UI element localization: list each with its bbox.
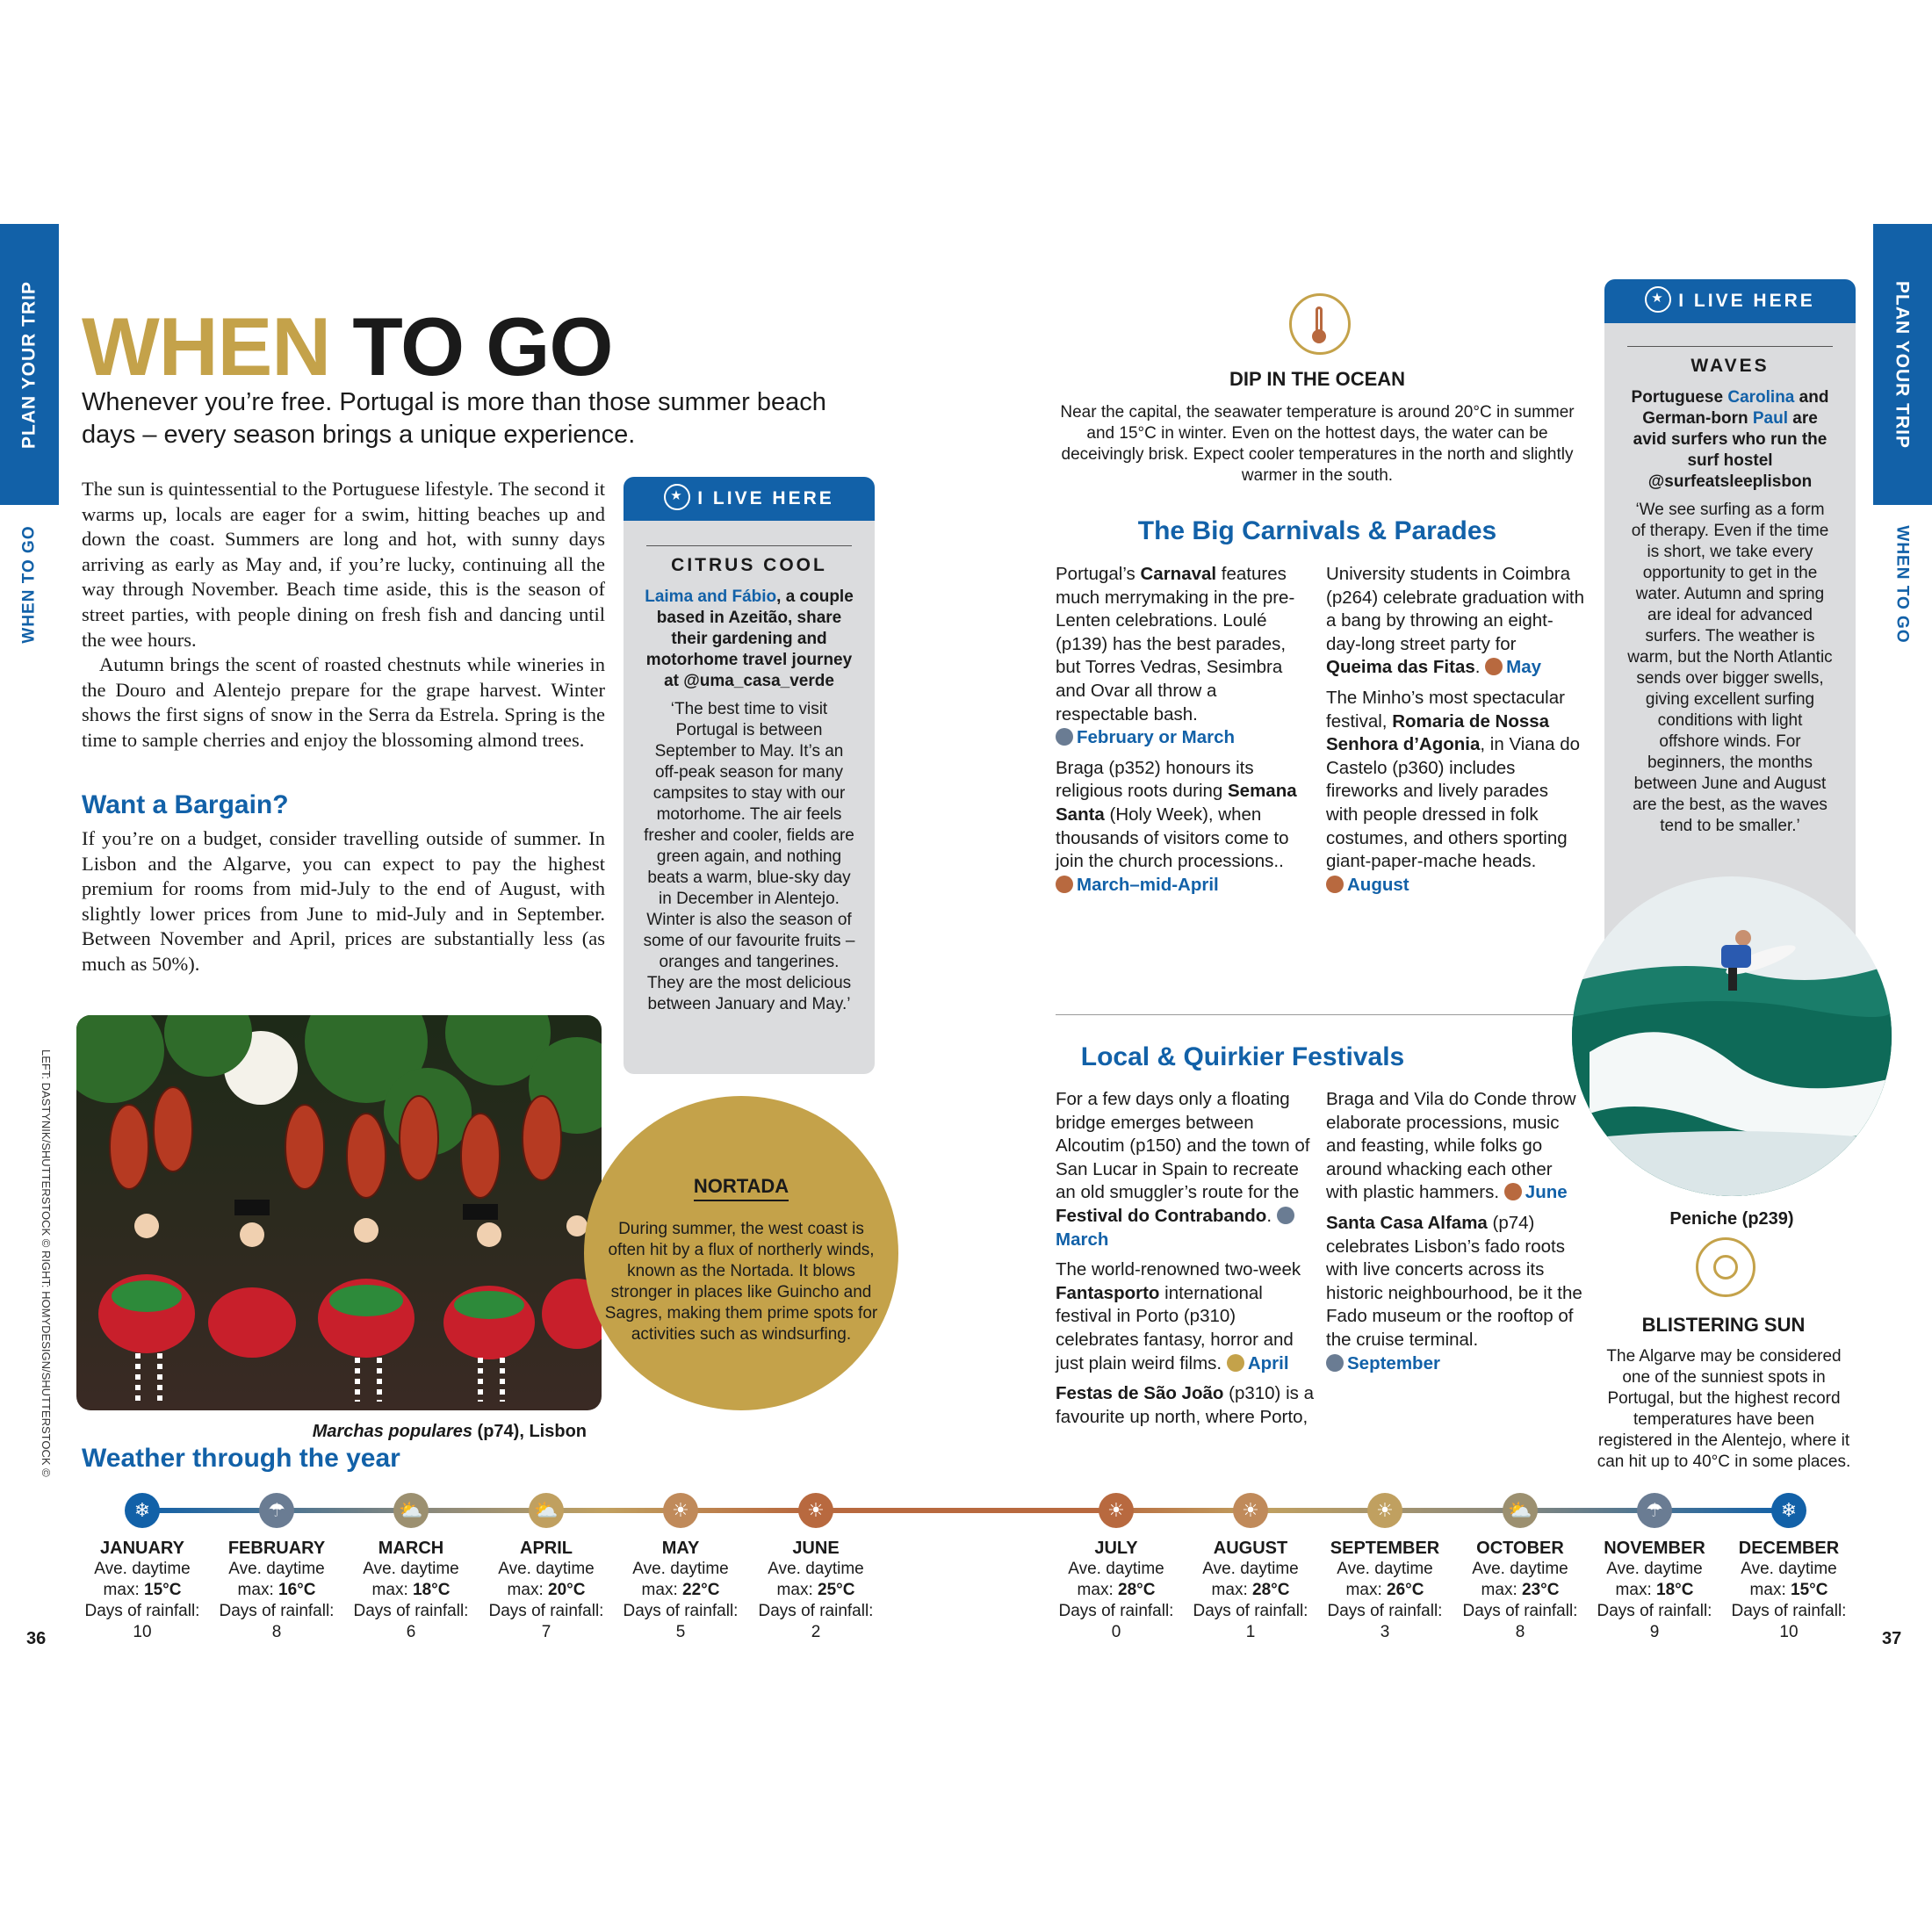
surf-photo-illustration	[1572, 876, 1892, 1196]
month-august	[1189, 1493, 1312, 1643]
month-max: max: 26°C	[1345, 1581, 1424, 1599]
sun-icon: ☀	[1233, 1493, 1268, 1528]
sun-icon	[1056, 876, 1073, 893]
festivals-heading: Local & Quirkier Festivals	[1080, 1042, 1405, 1071]
sun-icon: ☀	[798, 1493, 833, 1528]
month-name: NOVEMBER	[1604, 1539, 1705, 1558]
month-rain-label: Days of rainfall:	[488, 1602, 604, 1620]
month-rain-value: 7	[541, 1623, 551, 1641]
month-max-value: 28°C	[1118, 1581, 1156, 1599]
month-max: max: 18°C	[1615, 1581, 1694, 1599]
festival-entry-santa-casa: Santa Casa Alfama (p74) celebrates Lisbon’s fado roots with live concerts across its historic neighbourhood, be it the Fado museum or the rooftop of the cruise terminal. September	[1326, 1212, 1582, 1373]
month-ave-label: Ave. daytime	[632, 1560, 729, 1578]
month-rain-value: 8	[271, 1623, 282, 1641]
waves-card-header-label: I LIVE HERE	[1678, 291, 1815, 311]
citrus-card-header-label: I LIVE HERE	[697, 488, 834, 508]
carnival-entry-semana-santa: Braga (p352) honours its religious roots during Semana Santa (Holy Week), when thousands of visitors come to join the church processions.. March–mid-April	[1056, 757, 1297, 895]
month-rain-label: Days of rainfall:	[1327, 1602, 1443, 1620]
carnival-entry-carnaval: Portugal’s Carnaval features much merrymaking in the pre-Lenten celebrations. Loulé (p139) has the best parades, but Torres Vedras, Sesimbra and Ovar all throw a respectable bash. February or March	[1056, 564, 1295, 748]
carnival-entry-romaria: The Minho’s most spectacular festival, Romaria de Nossa Senhora d’Agonia, in Viana do Castelo (p360) includes fireworks and lively parades with people dressed in folk costumes, and others sporting giant-paper-mache heads. August	[1326, 687, 1581, 895]
snowflake-icon: ❄	[1771, 1493, 1806, 1528]
contrabando-date: March	[1056, 1229, 1109, 1250]
month-rain-label: Days of rainfall:	[1597, 1602, 1712, 1620]
month-max-value: 20°C	[548, 1581, 586, 1599]
ocean-title: DIP IN THE OCEAN	[1229, 368, 1406, 390]
page-subtitle: Whenever you’re free. Portugal is more than those summer beach days – every season brings a unique experience.	[82, 388, 826, 449]
left-side-tab	[0, 224, 59, 505]
title-part-when: WHEN	[82, 300, 331, 393]
left-side-subtab-label: WHEN TO GO	[19, 525, 39, 644]
weather-heading: Weather through the year	[82, 1444, 400, 1473]
sun-text: The Algarve may be considered one of the sunniest spots in Portugal, but the highest record temperatures have been registered in the Alentejo, where it can hit up to 40°C in some places.	[1597, 1347, 1851, 1471]
carnival-caption-italic: Marchas populares	[312, 1422, 472, 1441]
month-rain-label: Days of rainfall:	[1058, 1602, 1174, 1620]
month-rain-value: 2	[811, 1623, 821, 1641]
carnival-caption	[263, 1422, 587, 1442]
left-side-tab-label: PLAN YOUR TRIP	[18, 281, 40, 449]
thermometer-icon	[1289, 293, 1351, 355]
month-ave-label: Ave. daytime	[1202, 1560, 1299, 1578]
citrus-card-intro	[624, 587, 875, 692]
month-max-value: 22°C	[682, 1581, 720, 1599]
ocean-text: Near the capital, the seawater temperature is around 20°C in summer and 15°C in winter. Even on the hottest days, the water can be deceivingly brisk. Expect cooler temperatures in the north and slightly warmer in the south.	[1060, 403, 1575, 485]
month-name: JULY	[1094, 1539, 1138, 1558]
romaria-date: August	[1347, 874, 1409, 895]
citrus-card-title: CITRUS COOL	[671, 555, 827, 575]
festival-entry-sao-joao: Festas de São João (p310) is a favourite up north, where Porto,	[1056, 1383, 1314, 1427]
month-max: max: 15°C	[103, 1581, 182, 1599]
month-july	[1055, 1493, 1178, 1643]
month-ave-label: Ave. daytime	[768, 1560, 864, 1578]
month-max: max: 16°C	[237, 1581, 316, 1599]
snowflake-icon: ❄	[125, 1493, 160, 1528]
waves-card-name-2: Paul	[1752, 409, 1788, 428]
title-part-to-go: TO GO	[352, 300, 613, 393]
month-rain-value: 3	[1380, 1623, 1390, 1641]
month-rain-value: 10	[1779, 1623, 1799, 1641]
month-max: max: 15°C	[1749, 1581, 1828, 1599]
carnival-photo-illustration	[76, 1015, 602, 1410]
sun-icon: ☀	[1367, 1493, 1402, 1528]
citrus-card-intro-text: , a couple based in Azeitão, share their gardening and motorhome travel journey at @uma_casa_verde	[645, 588, 854, 690]
month-max-value: 26°C	[1387, 1581, 1424, 1599]
nortada-circle	[584, 1096, 898, 1410]
sun-icon	[1326, 876, 1344, 893]
month-ave-label: Ave. daytime	[1472, 1560, 1568, 1578]
citrus-card-header	[624, 477, 875, 521]
carnaval-date: February or March	[1077, 727, 1235, 748]
month-name: JANUARY	[100, 1539, 184, 1558]
waves-card-quote: ‘We see surfing as a form of therapy. Even if the time is short, we take every opportunity to get in the water. Autumn and spring are ideal for advanced surfers. The weather is warm, but the North Atlantic sends over bigger swells, giving excellent surfing conditions with light offshore winds. For beginners, the months between June and August are the best, as the waves tend to be smaller.’	[1627, 501, 1833, 835]
month-ave-label: Ave. daytime	[1068, 1560, 1164, 1578]
rain-cloud-icon: ☂	[1637, 1493, 1672, 1528]
waves-card-name-1: Carolina	[1727, 388, 1795, 407]
month-name: MARCH	[378, 1539, 444, 1558]
surf-caption: Peniche (p239)	[1669, 1209, 1794, 1229]
month-ave-label: Ave. daytime	[94, 1560, 191, 1578]
page-number-right: 37	[1882, 1629, 1902, 1648]
queima-date: May	[1506, 657, 1542, 678]
sao-joao-date: June	[1525, 1182, 1568, 1203]
month-rain-value: 10	[133, 1623, 152, 1641]
fantasporto-date: April	[1247, 1352, 1289, 1373]
month-rain-label: Days of rainfall:	[84, 1602, 200, 1620]
sun-cloud-icon: ⛅	[1503, 1493, 1538, 1528]
month-rain-label: Days of rainfall:	[353, 1602, 469, 1620]
month-name: FEBRUARY	[227, 1539, 326, 1558]
rain-cloud-icon	[1326, 1354, 1344, 1372]
month-march	[350, 1493, 472, 1643]
month-rain-value: 8	[1515, 1623, 1525, 1641]
month-max-value: 18°C	[1656, 1581, 1694, 1599]
waves-card-title: WAVES	[1690, 356, 1770, 376]
carnivals-column-1	[1056, 563, 1315, 904]
month-name: MAY	[661, 1539, 700, 1558]
nortada-title-label: NORTADA	[694, 1175, 789, 1201]
month-rain-label: Days of rainfall:	[1462, 1602, 1578, 1620]
festivals-column-1	[1056, 1088, 1315, 1436]
festival-entry-fantasporto: The world-renowned two-week Fantasporto international festival in Porto (p310) celebrates fantasy, horror and just plain weird films. April	[1056, 1259, 1301, 1373]
sun-cloud-icon: ⛅	[529, 1493, 564, 1528]
festivals-column-2	[1326, 1088, 1585, 1382]
month-rain-label: Days of rainfall:	[1731, 1602, 1847, 1620]
month-december	[1727, 1493, 1850, 1643]
month-rain-value: 9	[1649, 1623, 1660, 1641]
intro-paragraph-2: Autumn brings the scent of roasted chestnuts while wineries in the Douro and Alentejo prepare for the grape harvest. Winter shows the first signs of snow in the Serra da Estrela. Spring is the time to sample cherries and enjoy the blossoming almond trees.	[82, 653, 605, 751]
festival-entry-contrabando: For a few days only a floating bridge emerges between Alcoutim (p150) and the town of San Lucar in Spain to recreate an old smuggler’s route for the Festival do Contrabando. March	[1056, 1089, 1310, 1250]
month-max: max: 18°C	[371, 1581, 451, 1599]
month-ave-label: Ave. daytime	[1741, 1560, 1837, 1578]
left-side-subtab	[0, 518, 59, 650]
right-side-tab-label: PLAN YOUR TRIP	[1892, 281, 1913, 449]
month-january	[81, 1493, 204, 1643]
month-max: max: 22°C	[641, 1581, 720, 1599]
nortada-text: During summer, the west coast is often hit by a flux of northerly winds, known as the Nortada. It blows stronger in places like Guincho and Sagres, making them prime spots for activities such as windsurfing.	[604, 1220, 878, 1344]
month-max-value: 16°C	[278, 1581, 316, 1599]
month-june	[754, 1493, 877, 1643]
month-rain-value: 5	[675, 1623, 686, 1641]
citrus-card-names: Laima and Fábio	[645, 588, 777, 606]
month-september	[1323, 1493, 1446, 1643]
month-max: max: 28°C	[1077, 1581, 1156, 1599]
sun-icon	[1485, 658, 1503, 675]
month-october	[1459, 1493, 1582, 1643]
month-rain-value: 0	[1111, 1623, 1121, 1641]
month-name: AUGUST	[1213, 1539, 1288, 1558]
right-side-subtab	[1873, 518, 1932, 650]
month-ave-label: Ave. daytime	[498, 1560, 595, 1578]
intro-text	[82, 477, 605, 753]
month-max-value: 25°C	[818, 1581, 855, 1599]
month-rain-label: Days of rainfall:	[623, 1602, 739, 1620]
sun-cloud-icon	[1227, 1354, 1244, 1372]
month-may	[619, 1493, 742, 1643]
semana-santa-date: March–mid-April	[1077, 874, 1219, 895]
month-name: OCTOBER	[1476, 1539, 1564, 1558]
carnivals-column-2	[1326, 563, 1585, 904]
month-max-value: 23°C	[1522, 1581, 1560, 1599]
waves-card-intro: Portuguese Carolina and German-born Paul are avid surfers who run the surf hostel @surfeatsleeplisbon	[1631, 388, 1829, 491]
month-ave-label: Ave. daytime	[1606, 1560, 1703, 1578]
month-max-value: 15°C	[144, 1581, 182, 1599]
star-badge-icon	[664, 484, 690, 510]
waves-card-header	[1604, 279, 1856, 323]
star-badge-icon	[1645, 286, 1671, 313]
carnival-caption-rest: (p74), Lisbon	[472, 1422, 587, 1441]
month-rain-label: Days of rainfall:	[1193, 1602, 1308, 1620]
intro-paragraph-1: The sun is quintessential to the Portuguese lifestyle. The second it warms up, locals are eager for a swim, hitting beaches up and down the coast. Summers are long and hot, with sunny days arriving as early as May and, if you’re lucky, continuing all the way through November. Beach time aside, this is the season of street parties, with people dining on fresh fish and dancing until the wee hours.	[82, 478, 605, 651]
rain-cloud-icon	[1277, 1207, 1294, 1224]
month-max: max: 23°C	[1481, 1581, 1560, 1599]
citrus-card-quote: ‘The best time to visit Portugal is between September to May. It’s an off-peak season for many campsites to stay with our motorhome. The air feels fresher and cooler, fields are green again, and nothing beats a warm, blue-sky day in December in Alentejo. Winter is also the season of some of our favourite fruits – oranges and tangerines. They are the most delicious between January and May.’	[643, 700, 855, 1013]
carnival-entry-queima: University students in Coimbra (p264) celebrate graduation with a bang by throwing an eight-day-long street party for Queima das Fitas. May	[1326, 564, 1585, 678]
sun-cloud-icon: ⛅	[393, 1493, 429, 1528]
month-max-value: 28°C	[1252, 1581, 1290, 1599]
month-april	[485, 1493, 608, 1643]
rain-cloud-icon	[1056, 728, 1073, 746]
month-ave-label: Ave. daytime	[1337, 1560, 1433, 1578]
bargain-text: If you’re on a budget, consider travelling outside of summer. In Lisbon and the Algarve, you can expect to pay the highest premium for rooms from mid-July to the end of August, with slightly lower prices from June to mid-July and in September. Between November and April, prices are substantially less (as much as 50%).	[82, 827, 605, 975]
month-rain-value: 1	[1245, 1623, 1256, 1641]
page-number-left: 36	[26, 1629, 47, 1648]
month-rain-label: Days of rainfall:	[758, 1602, 874, 1620]
month-max: max: 28°C	[1211, 1581, 1290, 1599]
page-title	[82, 299, 613, 395]
month-ave-label: Ave. daytime	[363, 1560, 459, 1578]
blistering-sun-icon	[1696, 1237, 1755, 1297]
month-rain-label: Days of rainfall:	[219, 1602, 335, 1620]
month-name: JUNE	[792, 1539, 840, 1558]
month-max-value: 18°C	[413, 1581, 451, 1599]
month-max: max: 20°C	[507, 1581, 586, 1599]
month-november	[1593, 1493, 1716, 1643]
sun-icon: ☀	[663, 1493, 698, 1528]
festival-entry-braga-vila: Braga and Vila do Conde throw elaborate processions, music and feasting, while folks go around whacking each other with plastic hammers. June	[1326, 1089, 1576, 1203]
month-february	[215, 1493, 338, 1643]
surf-photo	[1572, 876, 1892, 1196]
sun-icon	[1504, 1183, 1522, 1200]
carnivals-heading: The Big Carnivals & Parades	[1137, 516, 1497, 545]
month-rain-value: 6	[406, 1623, 416, 1641]
photo-credit: LEFT: DASTYNIK/SHUTTERSTOCK © RIGHT: HOMYDESIGN/SHUTTERSTOCK ©	[40, 1049, 53, 1477]
month-name: APRIL	[520, 1539, 573, 1558]
sun-icon: ☀	[1099, 1493, 1134, 1528]
month-ave-label: Ave. daytime	[228, 1560, 325, 1578]
month-name: DECEMBER	[1738, 1539, 1840, 1558]
month-max-value: 15°C	[1791, 1581, 1828, 1599]
month-max: max: 25°C	[776, 1581, 855, 1599]
citrus-cool-card	[624, 477, 875, 1074]
bargain-heading: Want a Bargain?	[82, 790, 289, 819]
carnival-photo	[76, 1015, 602, 1410]
right-side-subtab-label: WHEN TO GO	[1892, 525, 1912, 644]
santa-casa-date: September	[1347, 1352, 1440, 1373]
sun-title: BLISTERING SUN	[1641, 1314, 1806, 1336]
month-name: SEPTEMBER	[1330, 1539, 1440, 1558]
section-divider	[1056, 1014, 1574, 1015]
right-side-tab	[1873, 224, 1932, 505]
nortada-title	[584, 1175, 898, 1198]
rain-cloud-icon: ☂	[259, 1493, 294, 1528]
